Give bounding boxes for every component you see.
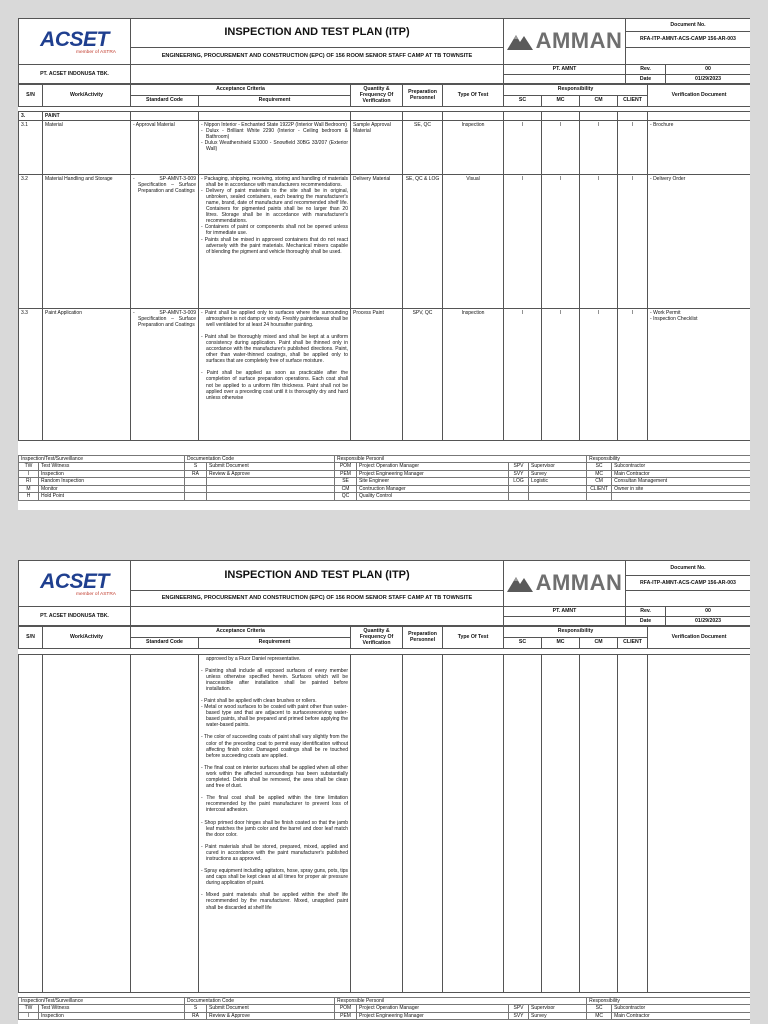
row-client: I: [618, 120, 648, 174]
date-value: 01/29/2023: [666, 616, 751, 625]
amman-logo-text: AMMAN: [535, 570, 623, 596]
acset-logo-text: ACSET: [40, 570, 109, 594]
acset-logo: [21, 27, 128, 55]
row-sn: 3.3: [19, 308, 43, 440]
legend-desc: Test Witness: [39, 463, 185, 471]
col-type: Type Of Test: [443, 626, 504, 648]
col-quantity: Quantity & Frequency Of Verification: [351, 626, 403, 648]
table-row: [19, 120, 751, 174]
legend-row: [19, 478, 751, 486]
row-sc: I: [504, 120, 542, 174]
legend-desc: Hold Point: [39, 493, 185, 501]
acset-logo-cell: [19, 561, 131, 607]
col-sn: S/N: [19, 84, 43, 106]
acset-logo: [21, 569, 128, 597]
client-name: PT. AMNT: [504, 607, 626, 616]
requirement-item: - Shop primed door hinges shall be finish coated so that the jamb leaf matches the jamb color and the barrel and door leaf match the door color.: [201, 820, 348, 838]
row-client: I: [618, 308, 648, 440]
row-cm: I: [580, 308, 618, 440]
col-verification: Verification Document: [648, 84, 750, 106]
row-type: Visual: [443, 174, 504, 308]
legend-desc: Survey: [529, 470, 587, 478]
legend-desc: Monitor: [39, 485, 185, 493]
legend-desc: [207, 493, 335, 501]
row-work: Material: [43, 120, 131, 174]
legend-desc: Quality Control: [357, 493, 509, 501]
document-subtitle: ENGINEERING, PROCUREMENT AND CONSTRUCTION (EPC) OF 156 ROOM SENIOR STAFF CAMP AT TB TOWNSITE: [131, 47, 504, 64]
requirement-item: - Metal or wood surfaces to be coated with paint other than water-based type and that are adjacent to surfacesreceiving water-based paints, shall be prepared and primed before applying the water-based paints.: [201, 704, 348, 728]
row-sc: I: [504, 174, 542, 308]
legend-desc: Main Contractor: [612, 1012, 750, 1020]
legend-desc: [529, 485, 587, 493]
legend-code: CLIENT: [587, 485, 612, 493]
doc-no-value: RFA-ITP-AMNT-ACS-CAMP 156-AR-003: [626, 31, 751, 47]
col-acceptance: Acceptance Criteria: [131, 626, 351, 637]
requirement-item: - Containers of paint or components shall not be opened unless for immediate use.: [201, 224, 348, 236]
legend-desc: Supervisor: [529, 1005, 587, 1013]
col-mc: MC: [542, 637, 580, 648]
row-personnel: SE, QC: [403, 120, 443, 174]
legend-row: [19, 493, 751, 501]
col-client: CLIENT: [618, 637, 648, 648]
legend-code: SPV: [509, 463, 529, 471]
amman-mountain-icon: [507, 574, 533, 592]
row-type: Inspection: [443, 120, 504, 174]
subtitle-spacer: [131, 607, 504, 626]
amman-mountain-icon: [507, 32, 533, 50]
rev-value: 00: [666, 65, 751, 74]
legend-desc: Subcontractor: [612, 1005, 750, 1013]
client-spacer: [504, 74, 626, 83]
legend-code: [185, 478, 207, 486]
column-headers-2: [18, 626, 750, 649]
row-work: Paint Application: [43, 308, 131, 440]
row-mc: I: [542, 308, 580, 440]
amman-logo: [506, 28, 623, 55]
row-requirement: [199, 308, 351, 440]
legend-code: S: [185, 463, 207, 471]
col-preparation: Preparation Personnel: [403, 626, 443, 648]
verification-item: - Brochure: [650, 122, 748, 128]
legend-code: TW: [19, 463, 39, 471]
legend-code: [185, 485, 207, 493]
standard-item: - SP-AMNT-3-009 Specification – Surface Preparation and Coatings: [133, 310, 196, 328]
row-requirement: [199, 654, 351, 992]
standard-item: - SP-AMNT-3-009 Specification – Surface Preparation and Coatings: [133, 176, 196, 194]
requirement-item: - Packaging, shipping, receiving, storing and handling of materials shall be in accordance with manufacturers recommendations.: [201, 176, 348, 188]
requirement-item: - Paint materials shall be stored, prepared, mixed, applied and cured in accordance with the paint manufacturer's published instructions as approved.: [201, 844, 348, 862]
col-standard: Standard Code: [131, 95, 199, 106]
company-name: PT. ACSET INDONUSA TBK.: [19, 65, 131, 84]
requirement-item: - Delivery of paint materials to the site shall be in original, unbroken, sealed containers, each bearing the manufacturer's name, brand, date of manufacture and recommended shelf life. Containers for pigmented paints shall be no larger than 20 litres. Storage shall be in accordance with manufacturer's recommendations.: [201, 188, 348, 225]
requirement-item: - The color of succeeding coats of paint shall vary slightly from the color of the preceding coat to permit easy identification without affecting finish color. Damaged coatings shall be re touched before succeeding coats are applied.: [201, 734, 348, 758]
row-quantity: Process Paint: [351, 308, 403, 440]
doc-no-label: Document No.: [626, 19, 751, 32]
legend-desc: Review & Approve: [207, 470, 335, 478]
company-name: PT. ACSET INDONUSA TBK.: [19, 607, 131, 626]
legend-code: PEM: [335, 1012, 357, 1020]
requirement-item: - Dulux - Brilliant White 2290 (Interior - Ceiling bedroom & Bathroom): [201, 128, 348, 140]
row-cm: I: [580, 174, 618, 308]
legend-code: [509, 485, 529, 493]
legend-code: [509, 493, 529, 501]
table-row: [19, 654, 751, 992]
col-type: Type Of Test: [443, 84, 504, 106]
legend-heading-inspection: Inspection/Test/Surveillance: [19, 455, 185, 463]
amman-logo-cell: [504, 561, 626, 607]
row-requirement: [199, 174, 351, 308]
row-standard: [131, 308, 199, 440]
acset-logo-cell: [19, 19, 131, 65]
legend-desc: Supervisor: [529, 463, 587, 471]
requirement-item: - The final coat on interior surfaces shall be applied when all other work within the affected surroundings has been substantially completed. Debris shall be removed, the area shall be clean and free of dust.: [201, 765, 348, 789]
acset-logo-text: ACSET: [40, 28, 109, 52]
date-label: Date: [626, 616, 666, 625]
legend-heading-personil: Responsible Personil: [335, 997, 587, 1005]
col-requirement: Requirement: [199, 95, 351, 106]
legend-desc: Inspection: [39, 1012, 185, 1020]
col-quantity: Quantity & Frequency Of Verification: [351, 84, 403, 106]
row-quantity: Sample Approval Material: [351, 120, 403, 174]
requirement-item: - Painting shall include all exposed surfaces of every member unless otherwise specified herein. Surfaces which will be inaccessible after installation shall be painted before installation.: [201, 668, 348, 692]
legend-desc: Project Engineering Manager: [357, 1012, 509, 1020]
col-sc: SC: [504, 95, 542, 106]
legend-heading-inspection: Inspection/Test/Surveillance: [19, 997, 185, 1005]
col-work: Work/Activity: [43, 626, 131, 648]
legend-heading-responsibility: Responsibility: [587, 997, 750, 1005]
header-meta: [18, 64, 750, 84]
itp-page-1: [18, 18, 750, 510]
section-number: 3.: [19, 111, 43, 120]
legend-desc: Project Engineering Manager: [357, 470, 509, 478]
col-client: CLIENT: [618, 95, 648, 106]
document-title: INSPECTION AND TEST PLAN (ITP): [131, 561, 504, 591]
legend-desc: Contruction Manager: [357, 485, 509, 493]
legend-code: TW: [19, 1005, 39, 1013]
requirement-item: - Paint shall be thoroughly mixed and shall be kept at a uniform consistency during application. Paint shall be thinned only in accordance with the manufacturer's published directions. Paint, other than water-thinned coatings, shall be applied only to surfaces that are completely free of surface moisture.: [201, 334, 348, 364]
doc-no-value: RFA-ITP-AMNT-ACS-CAMP 156-AR-003: [626, 576, 751, 591]
itp-table: [18, 111, 750, 441]
legend-desc: Submit Document: [207, 463, 335, 471]
table-row: [19, 308, 751, 440]
legend-code: RI: [19, 478, 39, 486]
row-cm: I: [580, 120, 618, 174]
legend-desc: [612, 493, 750, 501]
section-title: PAINT: [43, 111, 131, 120]
requirement-item: - Nippon Interior - Enchanted State 1922P (Interior Wall Bedroom): [201, 122, 348, 128]
legend-desc: Survey: [529, 1012, 587, 1020]
legend-code: SC: [587, 1005, 612, 1013]
row-mc: I: [542, 120, 580, 174]
requirement-item: - Paints shall be mixed in approved containers that do not react adversely with the paint materials. Mechanical mixers capable of blending the pigment and vehicle thoroughly shall be used.: [201, 237, 348, 255]
verification-item: - Inspection Checklist: [650, 316, 748, 322]
header-meta-2: [18, 606, 750, 626]
col-cm: CM: [580, 637, 618, 648]
legend-desc: Project Operation Manager: [357, 1005, 509, 1013]
row-personnel: SPV, QC: [403, 308, 443, 440]
legend-row: [19, 485, 751, 493]
legend-code: SPV: [509, 1005, 529, 1013]
row-mc: I: [542, 174, 580, 308]
itp-table-continued: [18, 654, 750, 993]
legend-desc: Review & Approve: [207, 1012, 335, 1020]
acset-tagline: member of ASTRA: [76, 591, 116, 597]
legend-code: SC: [587, 463, 612, 471]
verification-item: - Work Permit: [650, 310, 748, 316]
col-responsibility: Responsibility: [504, 84, 648, 95]
legend-desc: Random Inspection: [39, 478, 185, 486]
legend-heading-documentation: Documentation Code: [185, 997, 335, 1005]
requirement-item: - The final coat shall be applied within the time limitation recommended by the paint manufacturer to prevent loss of intercoat adhesion.: [201, 795, 348, 813]
date-value: 01/29/2023: [666, 74, 751, 83]
legend-heading-personil: Responsible Personil: [335, 455, 587, 463]
row-quantity: Delivery Material: [351, 174, 403, 308]
legend-code: RA: [185, 1012, 207, 1020]
requirement-item: - Mixed paint materials shall be applied within the shelf life recommended by the manufacturer. Mixed, unapplied paint shall be discarded at shelf life: [201, 892, 348, 910]
amman-logo: [506, 570, 623, 597]
rev-label: Rev.: [626, 607, 666, 616]
legend-desc: Test Witness: [39, 1005, 185, 1013]
date-label: Date: [626, 74, 666, 83]
legend-code: [185, 493, 207, 501]
legend-code: I: [19, 470, 39, 478]
row-verification: [648, 174, 751, 308]
col-responsibility: Responsibility: [504, 626, 648, 637]
amman-logo-cell: [504, 19, 626, 65]
legend-table-2: [18, 997, 750, 1021]
rev-label: Rev.: [626, 65, 666, 74]
col-cm: CM: [580, 95, 618, 106]
row-verification: [648, 120, 751, 174]
legend-code: CM: [335, 485, 357, 493]
legend-code: MC: [587, 1012, 612, 1020]
legend-table: [18, 455, 750, 501]
doc-no-label: Document No.: [626, 561, 751, 576]
col-work: Work/Activity: [43, 84, 131, 106]
requirement-item: - Dulux Weathershield E1000 - Snowfield 30BG 33/207 (Exterior Wall): [201, 140, 348, 152]
row-client: I: [618, 174, 648, 308]
legend-desc: Main Contractor: [612, 470, 750, 478]
legend-code: [587, 493, 612, 501]
legend-code: PEM: [335, 470, 357, 478]
legend-row: [19, 1005, 751, 1013]
legend-code: I: [19, 1012, 39, 1020]
rev-value: 00: [666, 607, 751, 616]
row-sc: I: [504, 308, 542, 440]
subtitle-spacer: [131, 65, 504, 84]
row-work: Material Handling and Storage: [43, 174, 131, 308]
legend-row: [19, 470, 751, 478]
col-sn: S/N: [19, 626, 43, 648]
legend-row: [19, 1012, 751, 1020]
document-header-2: [18, 560, 750, 607]
legend-code: SVY: [509, 470, 529, 478]
row-verification: [648, 308, 751, 440]
legend-desc: Site Engineer: [357, 478, 509, 486]
col-requirement: Requirement: [199, 637, 351, 648]
legend-code: MC: [587, 470, 612, 478]
row-sn: 3.2: [19, 174, 43, 308]
legend-desc: [529, 493, 587, 501]
legend-row: [19, 463, 751, 471]
acset-tagline: member of ASTRA: [76, 49, 116, 55]
col-sc: SC: [504, 637, 542, 648]
document-title: INSPECTION AND TEST PLAN (ITP): [131, 19, 504, 48]
verification-item: - Delivery Order: [650, 176, 748, 182]
legend-code: H: [19, 493, 39, 501]
table-row: [19, 174, 751, 308]
client-spacer: [504, 616, 626, 625]
itp-page-2: [18, 560, 750, 1024]
legend-desc: Logistic: [529, 478, 587, 486]
document-header: [18, 18, 750, 65]
col-standard: Standard Code: [131, 637, 199, 648]
amman-logo-text: AMMAN: [535, 28, 623, 54]
legend-code: RA: [185, 470, 207, 478]
legend-code: M: [19, 485, 39, 493]
client-name: PT. AMNT: [504, 65, 626, 74]
legend-code: LOG: [509, 478, 529, 486]
col-mc: MC: [542, 95, 580, 106]
legend-desc: Consultan Management: [612, 478, 750, 486]
requirement-item: - Spray equipment including agitators, hose, spray guns, pots, tips and caps shall be kept clean at all times for proper air pressure during application of paint.: [201, 868, 348, 886]
legend-heading-responsibility: Responsibility: [587, 455, 750, 463]
requirement-continued: approved by a Fluor Daniel representative.: [206, 655, 301, 662]
row-requirement: [199, 120, 351, 174]
row-sn: 3.1: [19, 120, 43, 174]
row-personnel: SE, QC & LOG: [403, 174, 443, 308]
legend-code: POM: [335, 1005, 357, 1013]
legend-desc: [207, 485, 335, 493]
legend-desc: Inspection: [39, 470, 185, 478]
col-verification: Verification Document: [648, 626, 750, 648]
row-type: Inspection: [443, 308, 504, 440]
legend-code: QC: [335, 493, 357, 501]
requirement-item: - Paint shall be applied as soon as practicable after the completion of surface preparation operations. Each coat shall not be applied to a uniform film thickness. Paint shall not be applied over a preceding coat until it is thoroughly dry and hard unless otherwise: [201, 370, 348, 400]
standard-item: - Approval Material: [133, 122, 196, 128]
document-subtitle: ENGINEERING, PROCUREMENT AND CONSTRUCTION (EPC) OF 156 ROOM SENIOR STAFF CAMP AT TB TOWNSITE: [131, 591, 504, 607]
row-standard: [131, 120, 199, 174]
legend-desc: [207, 478, 335, 486]
legend-desc: Project Operation Manager: [357, 463, 509, 471]
legend-code: SVY: [509, 1012, 529, 1020]
legend-code: S: [185, 1005, 207, 1013]
column-headers: [18, 84, 750, 107]
legend-code: POM: [335, 463, 357, 471]
section-row: [19, 111, 751, 120]
requirement-item: - Paint shall be applied only to surfaces where the surrounding atmosphere is not damp or windy. Freshly paintedareas shall be well ventilated for at least 24 hoursafter painting.: [201, 310, 348, 328]
legend-desc: Owner in site: [612, 485, 750, 493]
col-preparation: Preparation Personnel: [403, 84, 443, 106]
requirement-item: - Paint shall be applied with clean brushes or rollers.: [201, 698, 348, 704]
row-standard: [131, 174, 199, 308]
legend-desc: Submit Document: [207, 1005, 335, 1013]
col-acceptance: Acceptance Criteria: [131, 84, 351, 95]
legend-desc: Subcontractor: [612, 463, 750, 471]
legend-heading-documentation: Documentation Code: [185, 455, 335, 463]
legend-code: CM: [587, 478, 612, 486]
legend-code: SE: [335, 478, 357, 486]
